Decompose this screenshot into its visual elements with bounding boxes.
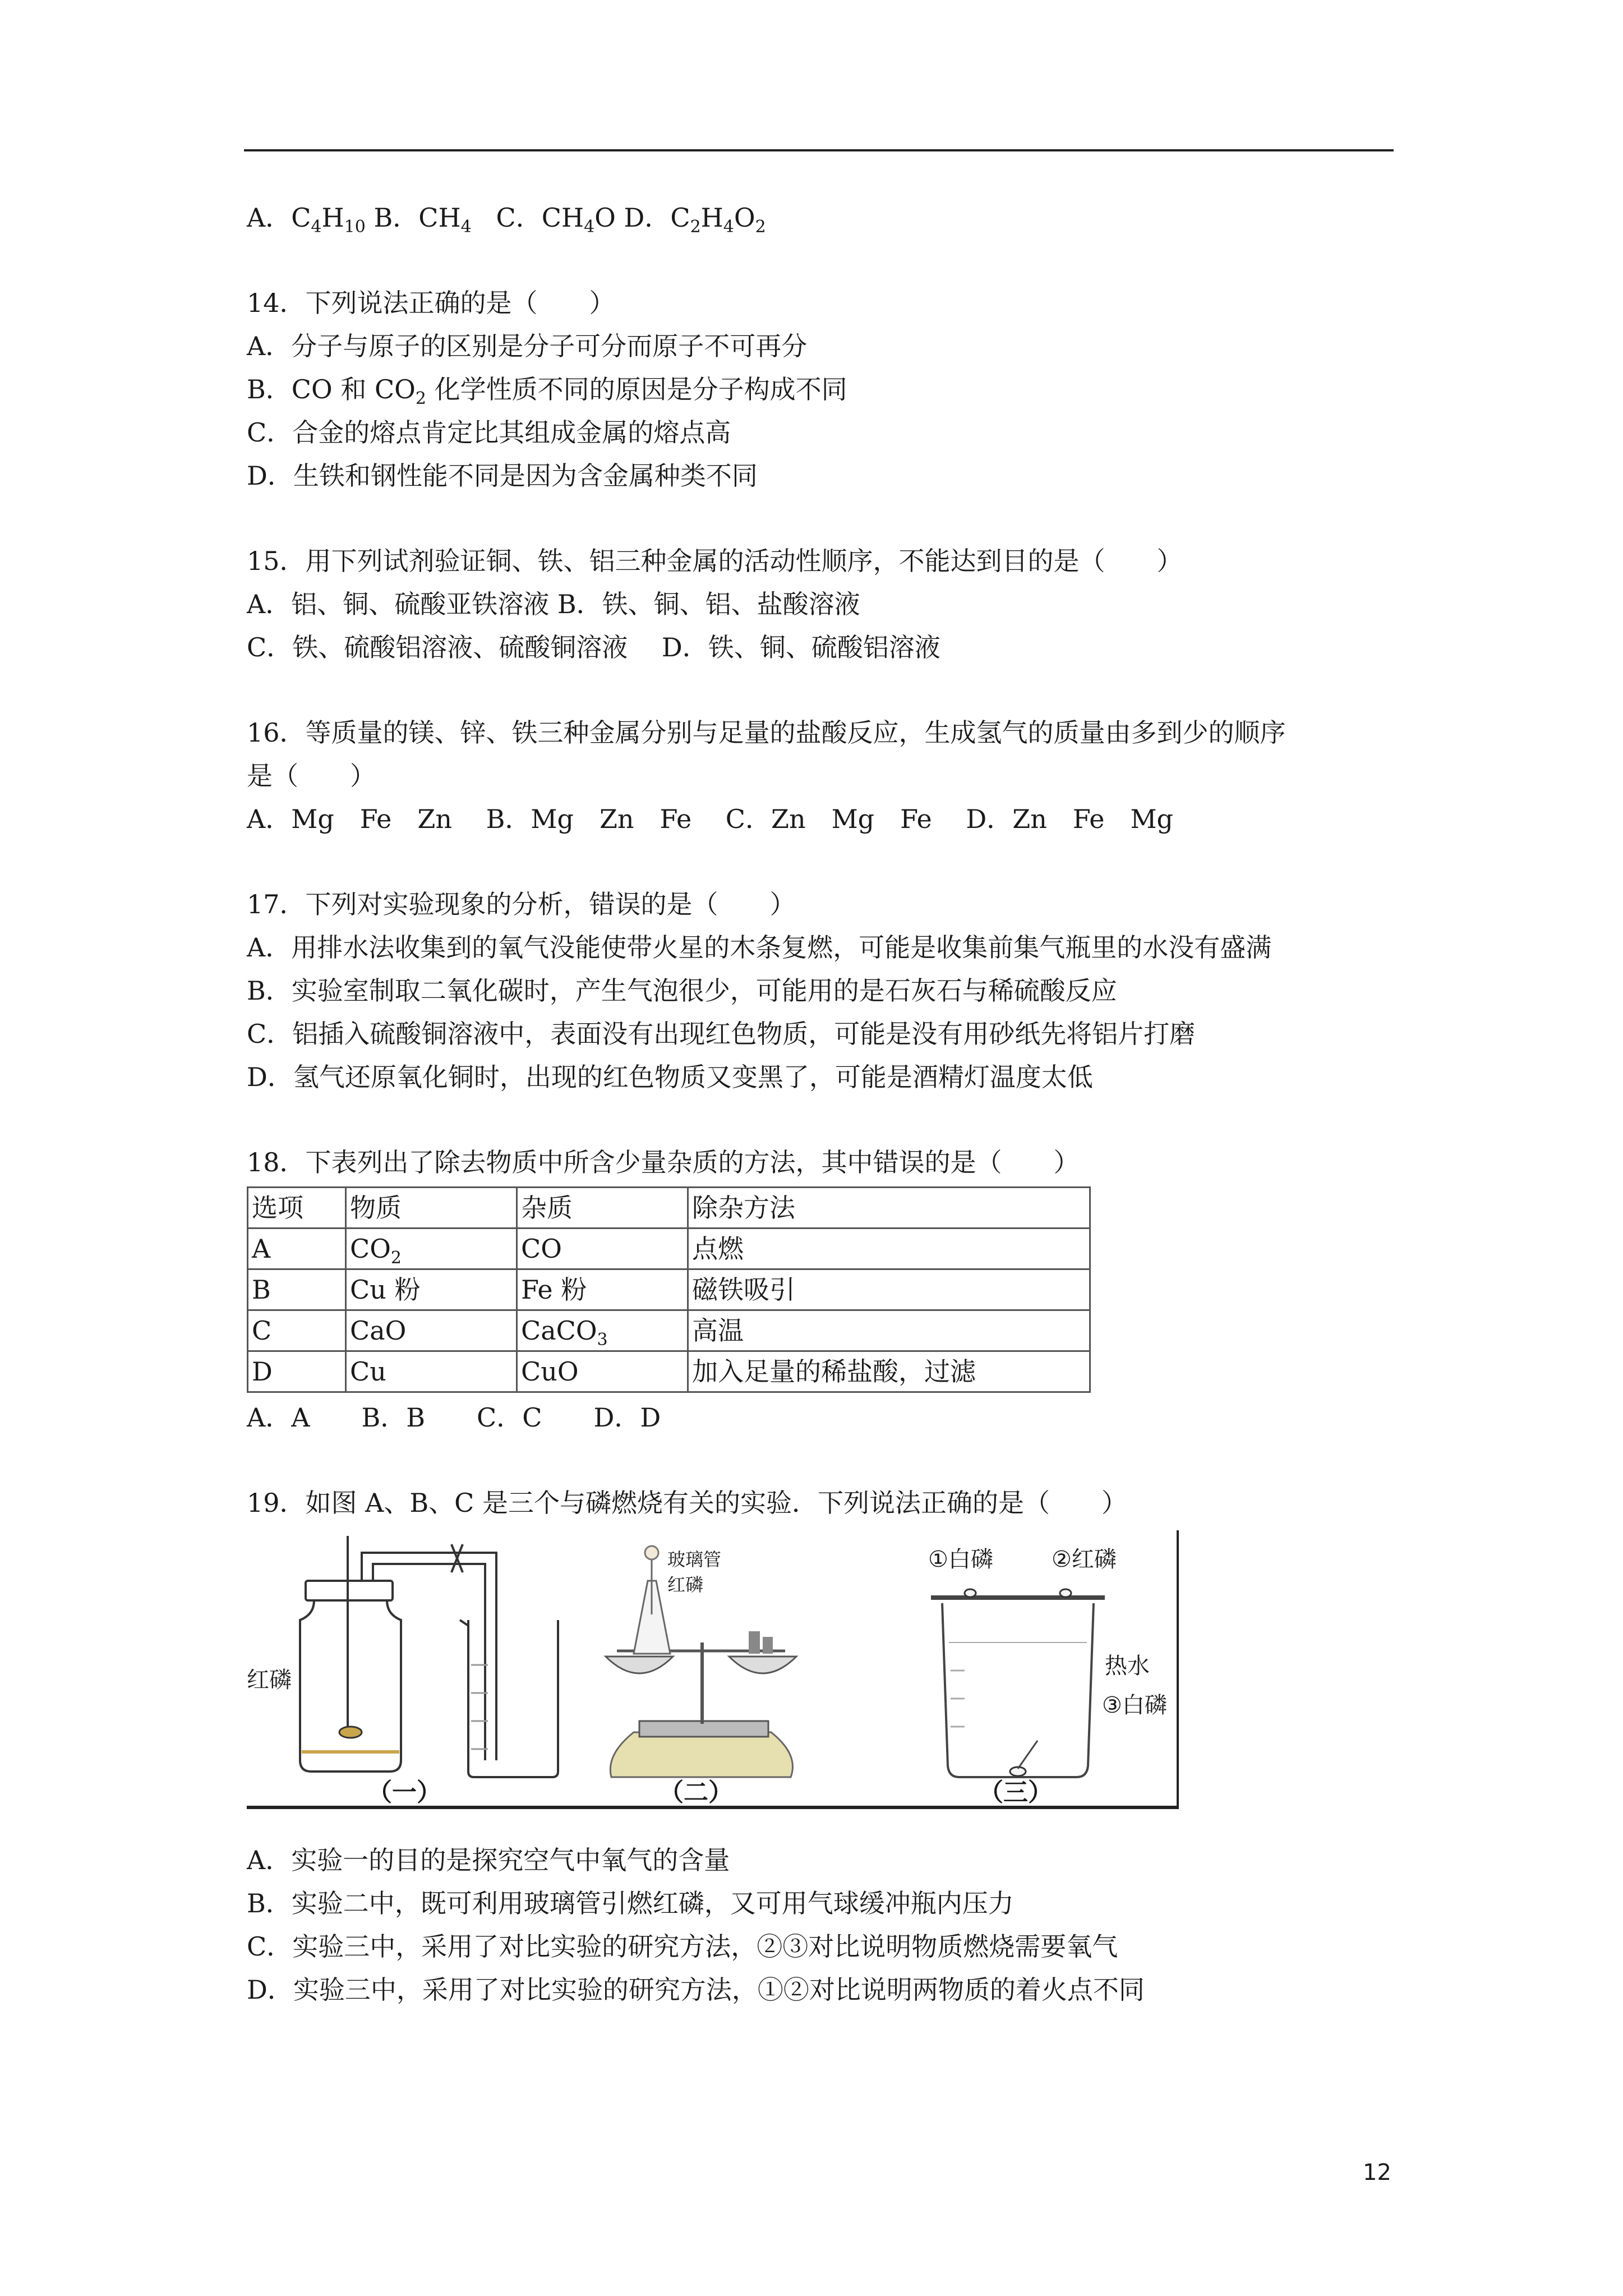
q15-options-ab: A．铝、铜、硫酸亚铁溶液 B．铁、铜、铝、盐酸溶液 — [247, 589, 860, 619]
header-cell: 选项 — [248, 1188, 346, 1228]
label-red-phosphorus-2: 红磷 — [667, 1574, 704, 1595]
question-18 — [247, 1141, 1402, 1439]
header-cell: 物质 — [346, 1188, 517, 1228]
question-19 — [247, 1481, 1402, 2012]
caption-experiment-2: （二） — [659, 1778, 733, 1807]
header-cell: 杂质 — [517, 1188, 688, 1228]
q14-option-c: C．合金的熔点肯定比其组成金属的熔点高 — [247, 417, 731, 448]
option-cell: B — [248, 1269, 346, 1310]
substance-cell: Cu 粉 — [346, 1269, 517, 1310]
q19-option-b: B．实验二中，既可利用玻璃管引燃红磷，又可用气球缓冲瓶内压力 — [247, 1888, 1014, 1918]
q19-option-d: D．实验三中，采用了对比实验的研究方法，①②对比说明两物质的着火点不同 — [247, 1975, 1145, 2005]
option-cell: C — [248, 1310, 346, 1351]
question-14 — [247, 282, 1402, 498]
caption-experiment-1: （一） — [367, 1778, 441, 1807]
substance-cell: CaO — [346, 1310, 517, 1351]
label-glass-tube: 玻璃管 — [667, 1549, 722, 1570]
q17-stem: 17．下列对实验现象的分析，错误的是（ ） — [247, 889, 796, 919]
apparatus-drawing — [247, 1530, 1183, 1816]
q13-options-line: A．$C_4H_{10}$ B．$CH_4$ C．$CH_4O$ D．$C_2H_4O_2$ — [247, 203, 766, 237]
q18-stem: 18．下表列出了除去物质中所含少量杂质的方法，其中错误的是（ ） — [247, 1147, 1080, 1177]
table-row — [248, 1351, 1090, 1392]
q15-options-cd: C．铁、硫酸铝溶液、硫酸铜溶液 D．铁、铜、硫酸铝溶液 — [247, 632, 940, 662]
q14-stem: 14．下列说法正确的是（ ） — [247, 288, 615, 318]
q17-option-d: D．氢气还原氧化铜时，出现的红色物质又变黑了，可能是酒精灯温度太低 — [247, 1062, 1093, 1092]
q19-option-c: C．实验三中，采用了对比实验的研究方法，②③对比说明物质燃烧需要氧气 — [247, 1931, 1118, 1962]
label-white-phosphorus-3: ③白磷 — [1102, 1692, 1167, 1718]
table-header-row — [248, 1188, 1090, 1228]
q17-option-c: C．铝插入硫酸铜溶液中，表面没有出现红色物质，可能是没有用砂纸先将铝片打磨 — [247, 1019, 1196, 1049]
q18-options: A．A B．B C．C D．D — [247, 1402, 661, 1433]
option-cell: A — [248, 1228, 346, 1269]
question-15 — [247, 540, 1402, 669]
q19-stem: 19．如图 A、B、C 是三个与磷燃烧有关的实验．下列说法正确的是（ ） — [247, 1488, 1127, 1518]
label-red-phosphorus-1: 红磷 — [247, 1667, 292, 1693]
q15-stem: 15．用下列试剂验证铜、铁、铝三种金属的活动性顺序，不能达到目的是（ ） — [247, 546, 1183, 576]
phosphorus-experiments-figure — [247, 1530, 1183, 1816]
question-13-options — [247, 196, 1402, 240]
method-cell: 点燃 — [688, 1228, 1090, 1269]
question-16 — [247, 711, 1402, 841]
label-white-phosphorus-1: ①白磷 — [928, 1547, 993, 1572]
substance-cell: Cu — [346, 1351, 517, 1392]
method-cell: 加入足量的稀盐酸，过滤 — [688, 1351, 1090, 1392]
q17-option-b: B．实验室制取二氧化碳时，产生气泡很少，可能用的是石灰石与稀硫酸反应 — [247, 976, 1117, 1006]
table-row — [248, 1310, 1090, 1351]
q14-option-d: D．生铁和钢性能不同是因为含金属种类不同 — [247, 461, 758, 491]
question-17 — [247, 883, 1402, 1099]
q14-option-a: A．分子与原子的区别是分子可分而原子不可再分 — [247, 331, 808, 361]
impurity-cell: CuO — [517, 1351, 688, 1392]
impurity-cell: CO — [517, 1228, 688, 1269]
page-number: 12 — [1363, 2160, 1391, 2185]
q17-option-a: A．用排水法收集到的氧气没能使带火星的木条复燃，可能是收集前集气瓶里的水没有盛满 — [247, 932, 1272, 963]
header-cell: 除杂方法 — [688, 1188, 1090, 1228]
method-cell: 高温 — [688, 1310, 1090, 1351]
caption-experiment-3: （三） — [979, 1778, 1053, 1807]
q16-stem-line-2: 是（ ） — [247, 761, 376, 791]
impurity-table — [247, 1186, 1091, 1393]
impurity-cell: CaCO$_3$ — [517, 1310, 688, 1351]
q16-stem-line-1: 16．等质量的镁、锌、铁三种金属分别与足量的盐酸反应，生成氢气的质量由多到少的顺序 — [247, 717, 1286, 748]
method-cell: 磁铁吸引 — [688, 1269, 1090, 1310]
label-hot-water: 热水 — [1105, 1653, 1150, 1679]
substance-cell: $CO_2$ — [346, 1228, 517, 1269]
q19-option-a: A．实验一的目的是探究空气中氧气的含量 — [247, 1845, 730, 1875]
option-cell: D — [248, 1351, 346, 1392]
impurity-cell: Fe 粉 — [517, 1269, 688, 1310]
label-red-phosphorus-3: ②红磷 — [1052, 1547, 1117, 1572]
table-row — [248, 1228, 1090, 1269]
document-body — [247, 196, 1402, 2012]
q14-option-b: B．CO 和 $CO_2$ 化学性质不同的原因是分子构成不同 — [247, 374, 847, 408]
q16-options: A．Mg Fe Zn B．Mg Zn Fe C．Zn Mg Fe D．Zn Fe Mg — [247, 804, 1174, 834]
table-row — [248, 1269, 1090, 1310]
header-rule — [244, 149, 1394, 151]
